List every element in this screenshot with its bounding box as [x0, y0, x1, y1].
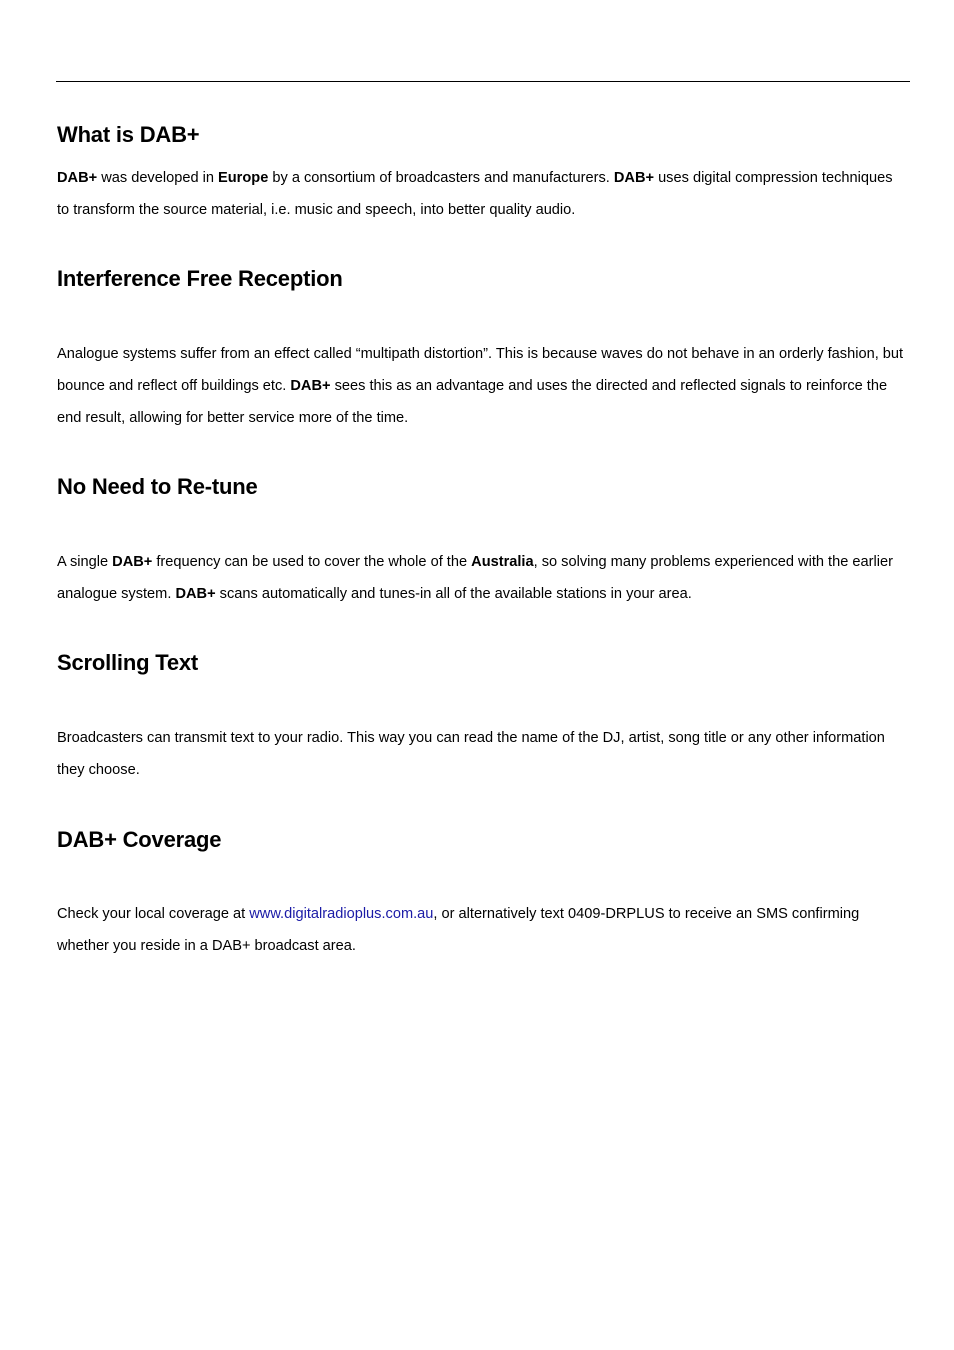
section-what-is-dab: [57, 121, 907, 226]
section-interference-free: [57, 265, 907, 434]
bold-term: DAB+: [57, 170, 98, 186]
section-coverage: [57, 826, 907, 962]
section-paragraph: A single DAB+ frequency can be used to cover the whole of the Australia, so solving many problems experienced with the earlier analogue system. DAB+ scans automatically and tunes-in all of the available stations in your area.: [57, 554, 893, 602]
section-scrolling-text: [57, 649, 907, 786]
section-no-retune: [57, 473, 907, 610]
section-heading: No Need to Re-tune: [57, 474, 258, 499]
bold-term: Europe: [218, 170, 269, 186]
bold-term: DAB+: [175, 586, 216, 602]
bold-term: DAB+: [112, 554, 153, 570]
section-paragraph: Broadcasters can transmit text to your radio. This way you can read the name of the DJ, artist, song title or any other information they choose.: [57, 730, 885, 778]
section-paragraph: Check your local coverage at www.digitalradioplus.com.au, or alternatively text 0409-DRPLUS to receive an SMS confirming whether you reside in a DAB+ broadcast area.: [57, 906, 860, 954]
top-divider: [56, 81, 910, 82]
section-paragraph: DAB+ was developed in Europe by a consortium of broadcasters and manufacturers. DAB+ uses digital compression techniques to transform the source material, i.e. music and speech, into better quality audio.: [57, 170, 893, 218]
section-heading: Scrolling Text: [57, 650, 199, 675]
section-heading: What is DAB+: [57, 122, 200, 147]
coverage-website-link[interactable]: www.digitalradioplus.com.au: [249, 906, 434, 922]
section-heading: DAB+ Coverage: [57, 827, 222, 852]
section-paragraph: Analogue systems suffer from an effect called “multipath distortion”. This is because waves do not behave in an orderly fashion, but bounce and reflect off buildings etc. DAB+ sees this as an advantage and uses the directed and reflected signals to reinforce the end result, allowing for better service more of the time.: [57, 346, 904, 426]
bold-term: DAB+: [290, 378, 331, 394]
section-heading: Interference Free Reception: [57, 266, 343, 291]
bold-term: Australia: [471, 554, 534, 570]
bold-term: DAB+: [613, 170, 655, 186]
